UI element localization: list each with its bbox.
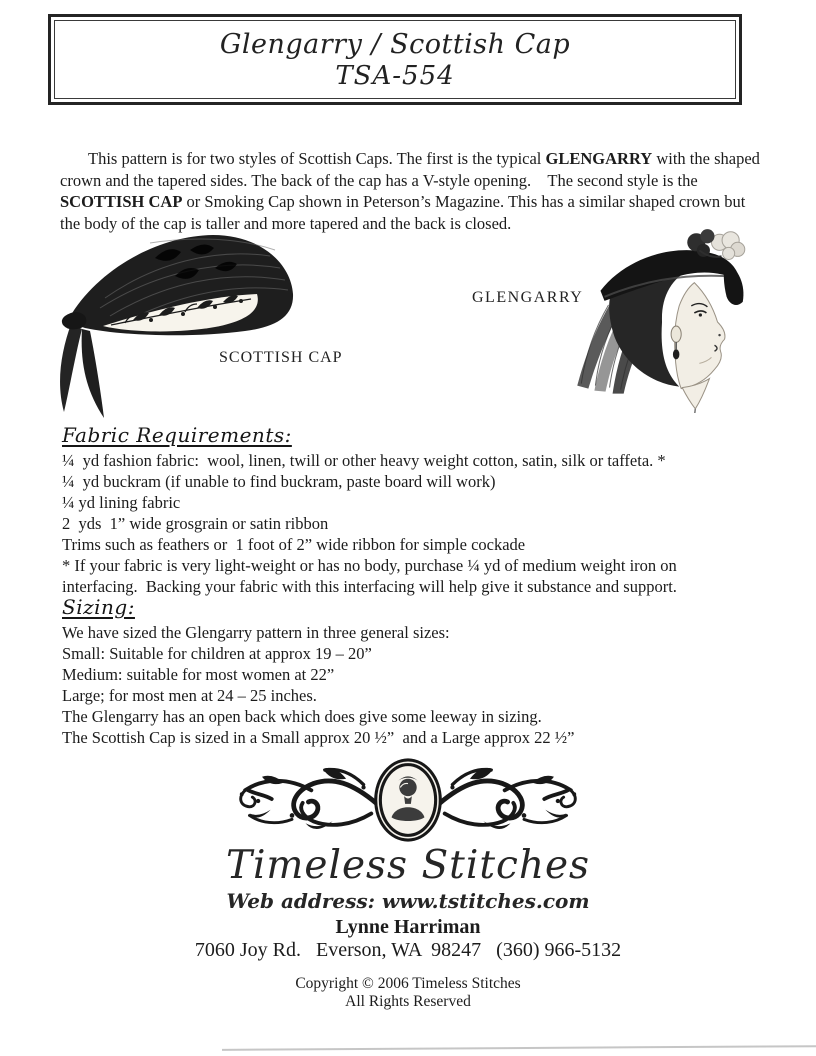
footer-block — [0, 754, 816, 1011]
web-address: Web address: www.tstitches.com — [226, 889, 590, 913]
rights-reserved-line: All Rights Reserved — [345, 993, 471, 1010]
sizing-line: The Glengarry has an open back which does give some leeway in sizing. — [62, 707, 542, 726]
fabric-requirements-section — [62, 422, 802, 597]
scrollwork-cameo-ornament — [234, 754, 582, 846]
copyright-line: Copyright © 2006 Timeless Stitches — [295, 975, 521, 992]
fabric-line: ¼ yd lining fabric — [62, 493, 181, 512]
fabric-note-line: interfacing. Backing your fabric with this interfacing will help give it substance and support. — [62, 577, 677, 596]
sizing-line: Large; for most men at 24 – 25 inches. — [62, 686, 317, 705]
intro-bold-glengarry: GLENGARRY — [545, 149, 653, 168]
intro-bold-scottish-cap: SCOTTISH CAP — [60, 192, 183, 211]
brand-name: Timeless Stitches — [225, 843, 591, 888]
glengarry-illustration — [548, 226, 770, 413]
sizing-line: Medium: suitable for most women at 22” — [62, 665, 335, 684]
fabric-line: Trims such as feathers or 1 foot of 2” wide ribbon for simple cockade — [62, 535, 526, 554]
fabric-note-line: * If your fabric is very light-weight or has no body, purchase ¼ yd of medium weight iron on — [62, 556, 677, 575]
intro-text-2: with the shaped crown and the tapered sides. The back of the cap has a V-style opening. The second style is the — [60, 149, 765, 190]
scottish-cap-caption: SCOTTISH CAP — [219, 349, 343, 366]
scan-edge-artifact — [222, 1045, 816, 1051]
sizing-line: The Scottish Cap is sized in a Small approx 20 ½” and a Large approx 22 ½” — [62, 728, 575, 747]
title-box — [48, 14, 742, 105]
owner-name: Lynne Harriman — [335, 916, 481, 938]
intro-text-3: or Smoking Cap shown in Peterson’s Magazine. This has a similar shaped crown but the body of the cap is taller and more tapered and the back is closed. — [60, 192, 750, 233]
pattern-title: Glengarry / Scottish Cap — [219, 28, 571, 60]
pattern-number: TSA-554 — [335, 60, 455, 91]
fabric-requirements-heading: Fabric Requirements: — [62, 423, 292, 447]
fabric-line: ¼ yd buckram (if unable to find buckram, paste board will work) — [62, 472, 496, 491]
glengarry-caption: GLENGARRY — [472, 289, 584, 306]
fabric-line: ¼ yd fashion fabric: wool, linen, twill or other heavy weight cotton, satin, silk or taffeta. * — [62, 451, 666, 470]
address-line: 7060 Joy Rd. Everson, WA 98247 (360) 966-5132 — [194, 939, 622, 961]
sizing-line: We have sized the Glengarry pattern in three general sizes: — [62, 623, 450, 642]
sizing-section — [62, 594, 802, 748]
title-box-inner-rule — [54, 20, 736, 99]
scottish-cap-illustration — [55, 228, 305, 428]
fabric-line: 2 yds 1” wide grosgrain or satin ribbon — [62, 514, 329, 533]
intro-text-1: This pattern is for two styles of Scottish Caps. The first is the typical — [88, 149, 546, 168]
sizing-heading: Sizing: — [62, 595, 135, 619]
sizing-line: Small: Suitable for children at approx 19 – 20” — [62, 644, 372, 663]
intro-paragraph — [60, 148, 765, 234]
